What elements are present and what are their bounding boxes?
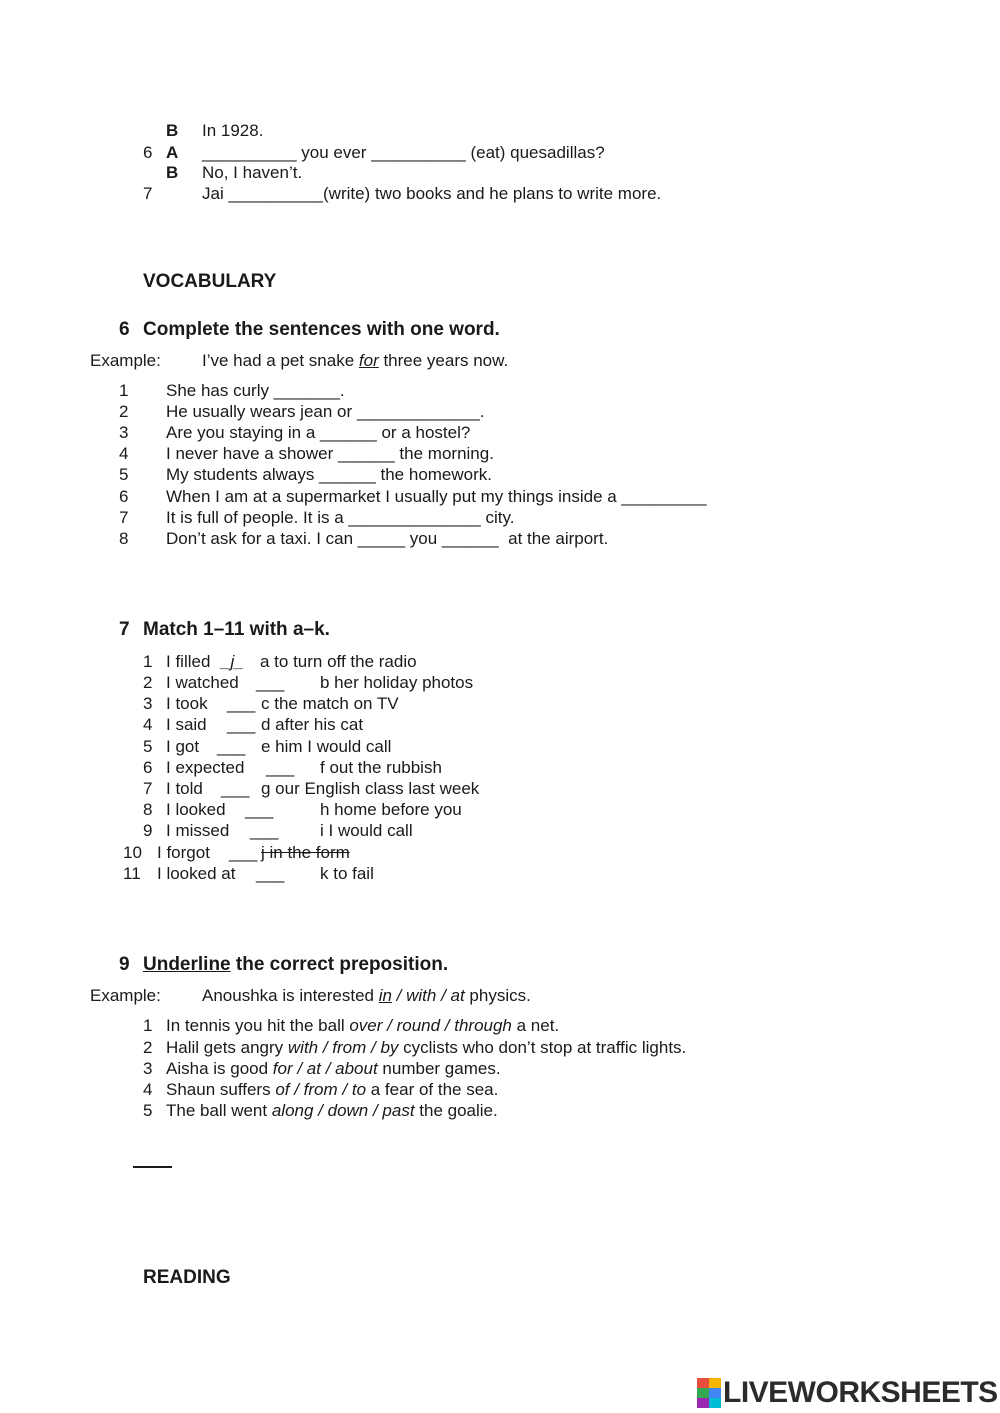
ex7-left-num: 6 (143, 758, 153, 777)
ex6-number: 6 (119, 319, 130, 340)
ex7-answer-blank[interactable]: ___ (227, 694, 256, 713)
ex9-item (166, 1037, 686, 1058)
logo-block-icon (697, 1388, 709, 1398)
ex9-item (166, 1079, 498, 1100)
ex6-item-num: 3 (119, 423, 129, 442)
liveworksheets-logo-icon (697, 1378, 721, 1408)
ex6-item-text[interactable]: Are you staying in a ______ or a hostel? (166, 423, 471, 442)
ex7-left-num: 8 (143, 800, 153, 819)
ex7-left-text: I took (166, 694, 208, 713)
ex6-item-text[interactable]: When I am at a supermarket I usually put my things inside a _________ (166, 487, 707, 506)
reading-heading: READING (143, 1267, 231, 1288)
ex7-left-num: 9 (143, 821, 153, 840)
ex7-answer-blank[interactable]: _j_ (221, 652, 244, 671)
ex6-item-text[interactable]: Don’t ask for a taxi. I can _____ you ______ at the airport. (166, 529, 609, 548)
ex7-left-text: I filled (166, 652, 211, 671)
vocabulary-heading: VOCABULARY (143, 271, 277, 292)
ex7-left-num: 2 (143, 673, 153, 692)
logo-block-icon (697, 1398, 709, 1408)
ex7-left-text: I looked (166, 800, 226, 819)
top-line-4: Jai __________(write) two books and he plans to write more. (202, 184, 662, 203)
ex6-item-text[interactable]: It is full of people. It is a ______________ city. (166, 508, 515, 527)
ex7-answer-blank[interactable]: ___ (227, 715, 256, 734)
ex7-answer-blank[interactable]: ___ (250, 821, 279, 840)
ex7-left-text: I forgot (157, 843, 210, 862)
ex7-left-num: 4 (143, 715, 153, 734)
ex9-item-before: Halil gets angry (166, 1038, 288, 1057)
ex9-item-before: The ball went (166, 1101, 272, 1120)
ex7-answer-blank[interactable]: ___ (256, 864, 285, 883)
logo-block-icon (709, 1398, 721, 1408)
ex9-item-after: number games. (377, 1059, 501, 1078)
ex6-item-num: 2 (119, 402, 129, 421)
top-line-1: In 1928. (202, 121, 264, 140)
ex7-left-text: I expected (166, 758, 245, 777)
ex9-item-before: Aisha is good (166, 1059, 273, 1078)
ex9-item-options[interactable]: with / from / by (287, 1038, 399, 1057)
ex9-item-num: 2 (143, 1038, 153, 1057)
ex7-right-text: f out the rubbish (320, 758, 442, 777)
ex7-left-num: 11 (123, 864, 141, 883)
ex9-title-underlined: Underline (143, 954, 231, 975)
ex9-example-answer: in (378, 986, 392, 1005)
top-num-6: 6 (143, 143, 153, 162)
ex9-item-before: In tennis you hit the ball (166, 1016, 350, 1035)
ex7-left-num: 7 (143, 779, 153, 798)
ex7-left-text: I said (166, 715, 207, 734)
top-speaker-b1: B (166, 121, 179, 140)
divider-rule (133, 1166, 172, 1168)
ex7-left-num: 5 (143, 737, 153, 756)
logo-block-icon (709, 1388, 721, 1398)
ex9-number: 9 (119, 954, 130, 975)
logo-block-icon (709, 1378, 721, 1388)
ex6-example (202, 350, 508, 371)
ex7-right-text: d after his cat (261, 715, 364, 734)
ex9-example-before: Anoushka is interested (202, 986, 379, 1005)
ex9-title-rest: the correct preposition. (230, 954, 449, 975)
ex6-example-before: I’ve had a pet snake (202, 351, 359, 370)
ex7-right-text: g our English class last week (261, 779, 480, 798)
ex7-number: 7 (119, 619, 130, 640)
ex9-item-num: 5 (143, 1101, 153, 1120)
ex6-item-num: 1 (119, 381, 129, 400)
top-speaker-b2: B (166, 163, 179, 182)
ex7-left-text: I missed (166, 821, 230, 840)
ex7-right-text: e him I would call (261, 737, 392, 756)
ex9-item (166, 1058, 501, 1079)
ex7-right-text: h home before you (320, 800, 462, 819)
ex9-item (166, 1100, 498, 1121)
ex9-item-after: the goalie. (414, 1101, 498, 1120)
ex7-answer-blank[interactable]: ___ (245, 800, 274, 819)
ex7-right-text: c the match on TV (261, 694, 399, 713)
ex9-item-options[interactable]: for / at / about (272, 1059, 378, 1078)
ex9-item-options[interactable]: over / round / through (349, 1016, 512, 1035)
ex7-left-num: 1 (143, 652, 153, 671)
ex9-title (143, 953, 448, 977)
ex7-answer-blank[interactable]: ___ (229, 843, 258, 862)
ex9-example-label: Example: (90, 986, 161, 1005)
ex6-item-text[interactable]: I never have a shower ______ the morning. (166, 444, 494, 463)
ex7-left-num: 3 (143, 694, 153, 713)
ex7-answer-blank[interactable]: ___ (266, 758, 295, 777)
ex7-answer-blank[interactable]: ___ (221, 779, 250, 798)
ex6-item-num: 4 (119, 444, 129, 463)
ex6-example-answer: for (358, 351, 379, 370)
ex7-right-text: k to fail (320, 864, 374, 883)
ex7-right-text: a to turn off the radio (260, 652, 417, 671)
top-num-7: 7 (143, 184, 153, 203)
ex6-example-label: Example: (90, 351, 161, 370)
ex7-left-text: I watched (166, 673, 239, 692)
ex7-left-num: 10 (123, 843, 142, 862)
ex6-item-num: 7 (119, 508, 129, 527)
liveworksheets-logo-text: LIVEWORKSHEETS (723, 1376, 998, 1409)
ex6-item-text[interactable]: My students always ______ the homework. (166, 465, 493, 484)
ex9-item (166, 1015, 559, 1036)
ex9-item-before: Shaun suffers (166, 1080, 276, 1099)
ex6-item-text[interactable]: She has curly _______. (166, 381, 345, 400)
ex7-right-text-used: j in the form (261, 843, 350, 862)
logo-block-icon (697, 1378, 709, 1388)
ex9-item-num: 1 (143, 1016, 153, 1035)
ex6-item-text[interactable]: He usually wears jean or _____________. (166, 402, 485, 421)
ex7-right-text: b her holiday photos (320, 673, 474, 692)
ex7-left-text: I told (166, 779, 203, 798)
ex9-example-after: physics. (464, 986, 531, 1005)
ex6-example-after: three years now. (378, 351, 509, 370)
top-line-3: No, I haven’t. (202, 163, 303, 182)
ex9-item-after: a fear of the sea. (366, 1080, 499, 1099)
ex9-item-options[interactable]: along / down / past (271, 1101, 415, 1120)
liveworksheets-logo (697, 1376, 998, 1410)
ex9-item-after: a net. (511, 1016, 560, 1035)
ex6-item-num: 8 (119, 529, 129, 548)
ex7-left-text: I got (166, 737, 200, 756)
ex9-example-options: / with / at (391, 986, 465, 1005)
ex6-title: Complete the sentences with one word. (143, 319, 500, 340)
ex7-right-text: i I would call (320, 821, 413, 840)
ex7-left-text: I looked at (157, 864, 236, 883)
top-speaker-a: A (166, 143, 179, 162)
ex9-item-num: 3 (143, 1059, 153, 1078)
ex7-answer-blank[interactable]: ___ (256, 673, 285, 692)
ex9-item-num: 4 (143, 1080, 153, 1099)
ex9-item-after: cyclists who don’t stop at traffic lights. (398, 1038, 687, 1057)
ex6-item-num: 6 (119, 487, 129, 506)
ex9-example (202, 985, 531, 1006)
top-line-2: __________ you ever __________ (eat) quesadillas? (202, 143, 605, 162)
ex9-item-options[interactable]: of / from / to (275, 1080, 367, 1099)
ex6-item-num: 5 (119, 465, 129, 484)
ex7-answer-blank[interactable]: ___ (217, 737, 246, 756)
ex7-title: Match 1–11 with a–k. (143, 619, 330, 640)
